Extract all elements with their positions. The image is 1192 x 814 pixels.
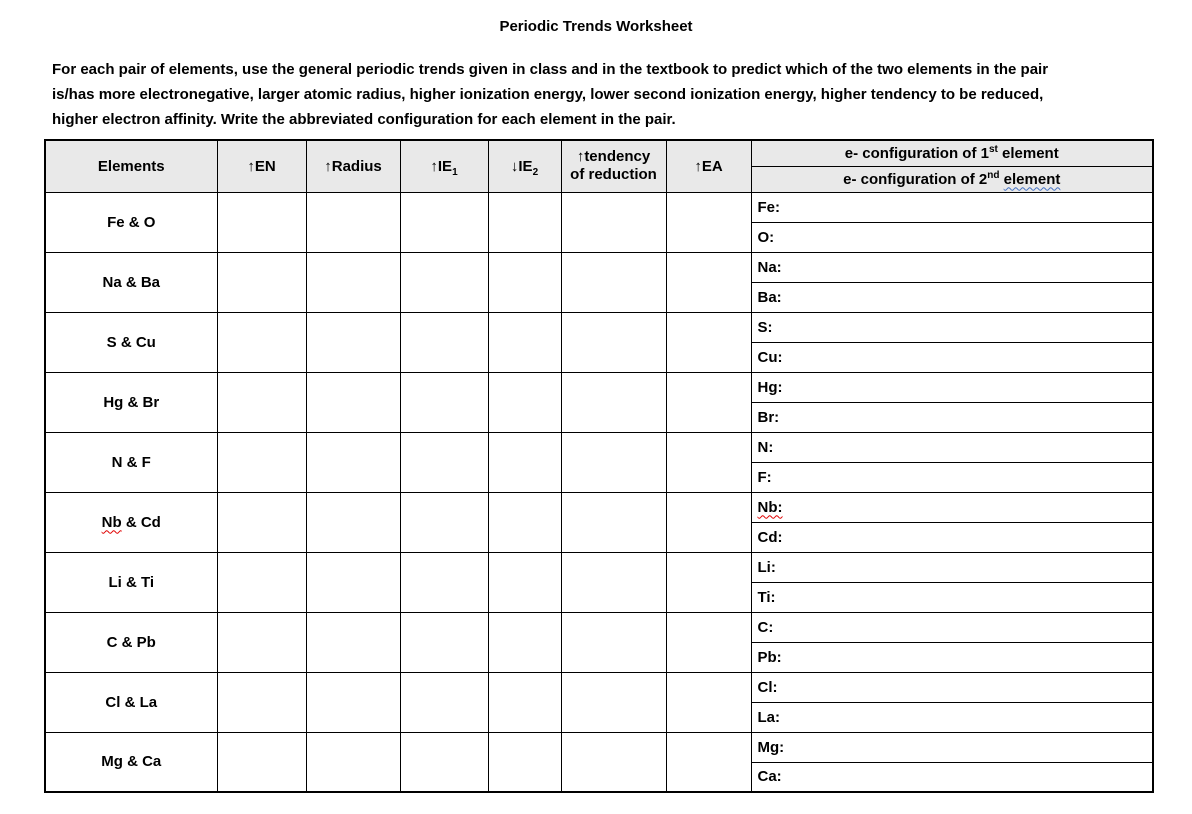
element-pair-label-4: N & F bbox=[45, 432, 217, 492]
header-radius-label: ↑Radius bbox=[324, 157, 382, 175]
answer-cell-ie2-7[interactable] bbox=[488, 612, 561, 672]
header-config1-prefix: e- configuration of 1 bbox=[844, 144, 989, 162]
header-ie1-subscript: 1 bbox=[452, 166, 458, 178]
header-radius bbox=[306, 140, 400, 192]
header-config-second-element bbox=[751, 166, 1153, 192]
answer-cell-en-6[interactable] bbox=[217, 552, 306, 612]
config-second-cell-6[interactable]: Ti: bbox=[751, 582, 1153, 612]
header-ie2-label: ↓IE bbox=[510, 157, 533, 175]
table-row bbox=[45, 732, 1153, 762]
answer-cell-ie2-4[interactable] bbox=[488, 432, 561, 492]
header-elements bbox=[45, 140, 217, 192]
config-first-cell-1[interactable]: Na: bbox=[751, 252, 1153, 282]
header-config2-prefix: e- configuration of 2 bbox=[843, 170, 988, 188]
config-second-cell-4[interactable]: F: bbox=[751, 462, 1153, 492]
answer-cell-ie1-1[interactable] bbox=[400, 252, 488, 312]
answer-cell-ea-8[interactable] bbox=[666, 672, 751, 732]
answer-cell-en-0[interactable] bbox=[217, 192, 306, 252]
worksheet-table bbox=[44, 139, 1154, 793]
answer-cell-ea-4[interactable] bbox=[666, 432, 751, 492]
answer-cell-tendency-5[interactable] bbox=[561, 492, 666, 552]
answer-cell-tendency-0[interactable] bbox=[561, 192, 666, 252]
answer-cell-tendency-7[interactable] bbox=[561, 612, 666, 672]
element-pair-label-8: Cl & La bbox=[45, 672, 217, 732]
answer-cell-radius-4[interactable] bbox=[306, 432, 400, 492]
answer-cell-en-5[interactable] bbox=[217, 492, 306, 552]
answer-cell-radius-6[interactable] bbox=[306, 552, 400, 612]
config-second-cell-9[interactable]: Ca: bbox=[751, 762, 1153, 792]
answer-cell-ie1-6[interactable] bbox=[400, 552, 488, 612]
answer-cell-ie2-6[interactable] bbox=[488, 552, 561, 612]
answer-cell-radius-1[interactable] bbox=[306, 252, 400, 312]
config-first-cell-8[interactable]: Cl: bbox=[751, 672, 1153, 702]
instructions-line-3: higher electron affinity. Write the abbreviated configuration for each element in the pair. bbox=[52, 111, 676, 128]
header-config1-suffix: element bbox=[997, 144, 1059, 162]
misspelled-text: Nb: bbox=[757, 498, 783, 516]
answer-cell-en-8[interactable] bbox=[217, 672, 306, 732]
element-pair-label-5: Nb & Cd bbox=[45, 492, 217, 552]
header-config2-word: element bbox=[1003, 170, 1061, 188]
answer-cell-tendency-8[interactable] bbox=[561, 672, 666, 732]
config-second-cell-7[interactable]: Pb: bbox=[751, 642, 1153, 672]
answer-cell-ea-6[interactable] bbox=[666, 552, 751, 612]
answer-cell-en-4[interactable] bbox=[217, 432, 306, 492]
element-pair-label-1: Na & Ba bbox=[45, 252, 217, 312]
config-second-cell-8[interactable]: La: bbox=[751, 702, 1153, 732]
config-first-cell-4[interactable]: N: bbox=[751, 432, 1153, 462]
answer-cell-radius-5[interactable] bbox=[306, 492, 400, 552]
header-ea-label: ↑EA bbox=[694, 157, 723, 175]
answer-cell-radius-2[interactable] bbox=[306, 312, 400, 372]
answer-cell-tendency-9[interactable] bbox=[561, 732, 666, 792]
answer-cell-ea-3[interactable] bbox=[666, 372, 751, 432]
header-ie1 bbox=[400, 140, 488, 192]
config-second-cell-5[interactable]: Cd: bbox=[751, 522, 1153, 552]
misspelled-text: Nb bbox=[101, 513, 122, 531]
table-row bbox=[45, 312, 1153, 342]
page-title: Periodic Trends Worksheet bbox=[499, 18, 693, 35]
config-second-cell-3[interactable]: Br: bbox=[751, 402, 1153, 432]
answer-cell-ie2-8[interactable] bbox=[488, 672, 561, 732]
answer-cell-radius-0[interactable] bbox=[306, 192, 400, 252]
answer-cell-ie2-0[interactable] bbox=[488, 192, 561, 252]
answer-cell-ie2-5[interactable] bbox=[488, 492, 561, 552]
header-tendency-line-1: ↑tendency bbox=[576, 148, 651, 166]
worksheet-table-body bbox=[45, 192, 1153, 792]
instructions bbox=[52, 57, 1112, 132]
answer-cell-tendency-6[interactable] bbox=[561, 552, 666, 612]
table-row bbox=[45, 612, 1153, 642]
header-ie2-subscript: 2 bbox=[532, 166, 539, 178]
table-row bbox=[45, 492, 1153, 522]
config-first-cell-2[interactable]: S: bbox=[751, 312, 1153, 342]
config-second-cell-2[interactable]: Cu: bbox=[751, 342, 1153, 372]
header-tendency bbox=[561, 140, 666, 192]
table-row bbox=[45, 372, 1153, 402]
config-first-cell-9[interactable]: Mg: bbox=[751, 732, 1153, 762]
header-ie2 bbox=[488, 140, 561, 192]
header-elements-label: Elements bbox=[97, 157, 165, 175]
answer-cell-en-3[interactable] bbox=[217, 372, 306, 432]
answer-cell-ie1-9[interactable] bbox=[400, 732, 488, 792]
config-first-cell-0[interactable]: Fe: bbox=[751, 192, 1153, 222]
config-second-cell-1[interactable]: Ba: bbox=[751, 282, 1153, 312]
answer-cell-ie1-8[interactable] bbox=[400, 672, 488, 732]
element-pair-label-6: Li & Ti bbox=[45, 552, 217, 612]
header-config2-ordinal: nd bbox=[987, 169, 1000, 181]
table-row bbox=[45, 252, 1153, 282]
instructions-line-2: is/has more electronegative, larger atomic radius, higher ionization energy, lower second ionization energy, higher tendency to be reduced, bbox=[52, 86, 1044, 103]
element-pair-label-0: Fe & O bbox=[45, 192, 217, 252]
answer-cell-radius-9[interactable] bbox=[306, 732, 400, 792]
answer-cell-ea-0[interactable] bbox=[666, 192, 751, 252]
config-first-cell-6[interactable]: Li: bbox=[751, 552, 1153, 582]
answer-cell-radius-3[interactable] bbox=[306, 372, 400, 432]
answer-cell-ea-7[interactable] bbox=[666, 612, 751, 672]
answer-cell-ea-5[interactable] bbox=[666, 492, 751, 552]
config-first-cell-5[interactable] bbox=[751, 492, 1153, 522]
answer-cell-ea-1[interactable] bbox=[666, 252, 751, 312]
answer-cell-ea-2[interactable] bbox=[666, 312, 751, 372]
element-pair-label-9: Mg & Ca bbox=[45, 732, 217, 792]
answer-cell-ie1-7[interactable] bbox=[400, 612, 488, 672]
instructions-line-1: For each pair of elements, use the general periodic trends given in class and in the textbook to predict which of the two elements in the pair bbox=[52, 61, 1049, 78]
answer-cell-ie1-5[interactable] bbox=[400, 492, 488, 552]
table-row bbox=[45, 432, 1153, 462]
answer-cell-en-9[interactable] bbox=[217, 732, 306, 792]
element-pair-label-2: S & Cu bbox=[45, 312, 217, 372]
header-ie1-label: ↑IE bbox=[430, 157, 453, 175]
header-config1-ordinal: st bbox=[988, 143, 998, 155]
answer-cell-en-2[interactable] bbox=[217, 312, 306, 372]
answer-cell-ie1-3[interactable] bbox=[400, 372, 488, 432]
table-row bbox=[45, 672, 1153, 702]
table-row bbox=[45, 192, 1153, 222]
config-first-cell-3[interactable]: Hg: bbox=[751, 372, 1153, 402]
config-second-cell-0[interactable]: O: bbox=[751, 222, 1153, 252]
answer-cell-ie1-0[interactable] bbox=[400, 192, 488, 252]
answer-cell-ie2-1[interactable] bbox=[488, 252, 561, 312]
answer-cell-radius-8[interactable] bbox=[306, 672, 400, 732]
header-config-first-element bbox=[751, 140, 1153, 166]
header-en-label: ↑EN bbox=[247, 157, 276, 175]
answer-cell-ie1-2[interactable] bbox=[400, 312, 488, 372]
header-tendency-line-2: of reduction bbox=[570, 166, 657, 184]
answer-cell-tendency-4[interactable] bbox=[561, 432, 666, 492]
answer-cell-ie1-4[interactable] bbox=[400, 432, 488, 492]
header-ea bbox=[666, 140, 751, 192]
table-row bbox=[45, 552, 1153, 582]
answer-cell-tendency-2[interactable] bbox=[561, 312, 666, 372]
answer-cell-en-7[interactable] bbox=[217, 612, 306, 672]
answer-cell-tendency-1[interactable] bbox=[561, 252, 666, 312]
element-pair-label-7: C & Pb bbox=[45, 612, 217, 672]
element-pair-label-3: Hg & Br bbox=[45, 372, 217, 432]
answer-cell-ie2-9[interactable] bbox=[488, 732, 561, 792]
answer-cell-tendency-3[interactable] bbox=[561, 372, 666, 432]
answer-cell-radius-7[interactable] bbox=[306, 612, 400, 672]
answer-cell-ie2-2[interactable] bbox=[488, 312, 561, 372]
answer-cell-ie2-3[interactable] bbox=[488, 372, 561, 432]
answer-cell-en-1[interactable] bbox=[217, 252, 306, 312]
answer-cell-ea-9[interactable] bbox=[666, 732, 751, 792]
header-en bbox=[217, 140, 306, 192]
config-first-cell-7[interactable]: C: bbox=[751, 612, 1153, 642]
